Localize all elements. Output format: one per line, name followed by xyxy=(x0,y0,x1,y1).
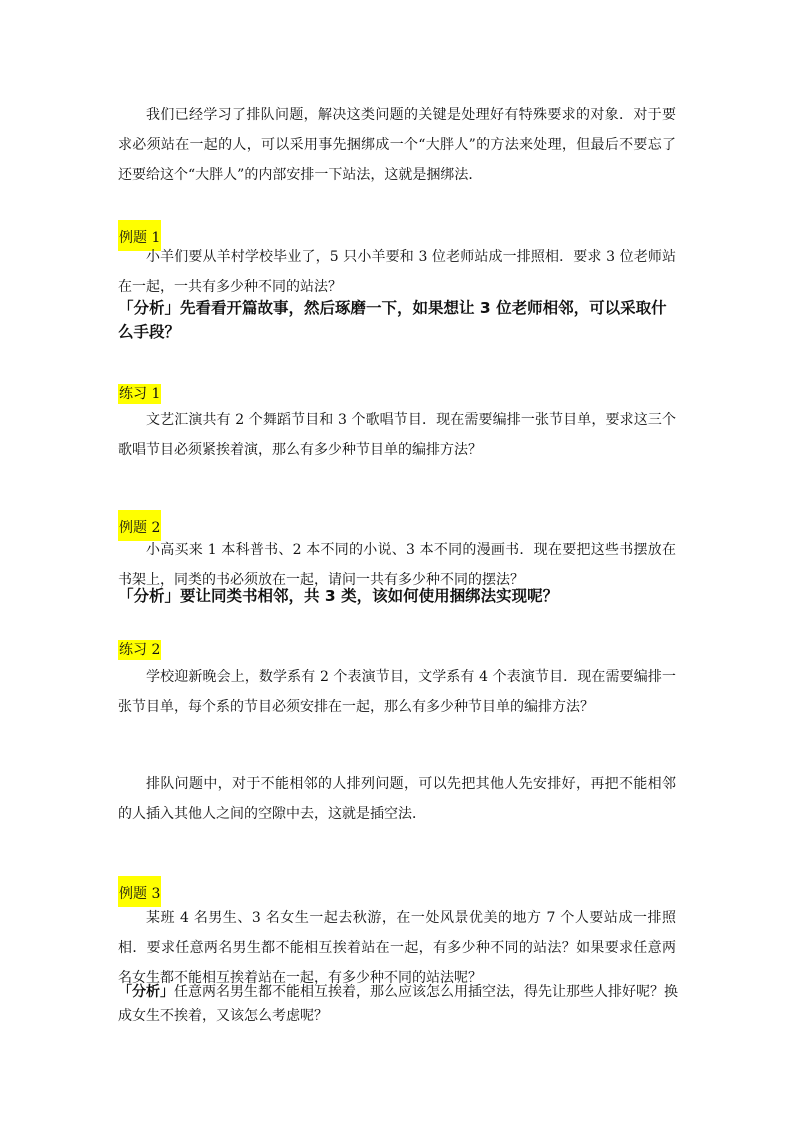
practice-1-label-text: 练习 1 xyxy=(119,386,161,402)
practice-1-problem: 文艺汇演共有 2 个舞蹈节目和 3 个歌唱节目．现在需要编排一张节目单，要求这三个歌唱节目必须紧挨着演，那么有多少种节目单的编排方法？ xyxy=(118,412,676,458)
example-1-problem: 小羊们要从羊村学校毕业了，5 只小羊要和 3 位老师站成一排照相．要求 3 位老师站在一起，一共有多少种不同的站法？ xyxy=(118,249,676,295)
example-2-analysis xyxy=(118,584,678,608)
intro-insertion-paragraph: 排队问题中，对于不能相邻的人排列问题，可以先把其他人先安排好，再把不能相邻的人插入其他人之间的空隙中去，这就是插空法． xyxy=(118,776,676,822)
practice-2-label xyxy=(118,640,161,660)
example-1-label-text: 例题 1 xyxy=(118,220,161,251)
example-3-analysis-text: 任意两名男生都不能相互挨着，那么应该怎么用插空法，得先让那些人排好呢？换成女生不挨着，又该怎么考虑呢？ xyxy=(118,984,678,1024)
example-3-analysis xyxy=(118,980,678,1028)
example-2-problem: 小高买来 1 本科普书、2 本不同的小说、3 本不同的漫画书．现在要把这些书摆放在书架上，同类的书必须放在一起，请问一共有多少种不同的摆法？ xyxy=(118,542,676,588)
example-2-analysis-text: 要让同类书相邻，共 3 类，该如何使用捆绑法实现呢？ xyxy=(180,587,559,605)
example-1-analysis-text: 先看看开篇故事，然后琢磨一下，如果想让 3 位老师相邻，可以采取什么手段？ xyxy=(118,299,667,341)
example-3-problem: 某班 4 名男生、3 名女生一起去秋游，在一处风景优美的地方 7 个人要站成一排照相．要求任意两名男生都不能相互挨着站在一起，有多少种不同的站法？如果要求任意两名女生都不能相互挨着站在一起，有多少种不同的站法呢？ xyxy=(118,910,676,986)
example-3-analysis-label: 「分析」 xyxy=(118,984,174,1000)
example-1-analysis xyxy=(118,296,678,344)
example-2-analysis-label: 「分析」 xyxy=(118,587,181,605)
example-3-label-text: 例题 3 xyxy=(118,876,161,907)
intro-bundling-paragraph: 我们已经学习了排队问题，解决这类问题的关键是处理好有特殊要求的对象．对于要求必须站在一起的人，可以采用事先捆绑成一个“大胖人”的方法来处理，但最后不要忘了还要给这个“大胖人”的内部安排一下站法，这就是捆绑法． xyxy=(118,107,676,183)
practice-2-problem: 学校迎新晚会上，数学系有 2 个表演节目，文学系有 4 个表演节目．现在需要编排一张节目单，每个系的节目必须安排在一起，那么有多少种节目单的编排方法？ xyxy=(118,669,676,715)
practice-2-label-text: 练习 2 xyxy=(119,642,161,658)
example-1-analysis-label: 「分析」 xyxy=(118,299,181,317)
practice-1-label xyxy=(118,384,161,404)
example-2-label-text: 例题 2 xyxy=(118,510,161,541)
